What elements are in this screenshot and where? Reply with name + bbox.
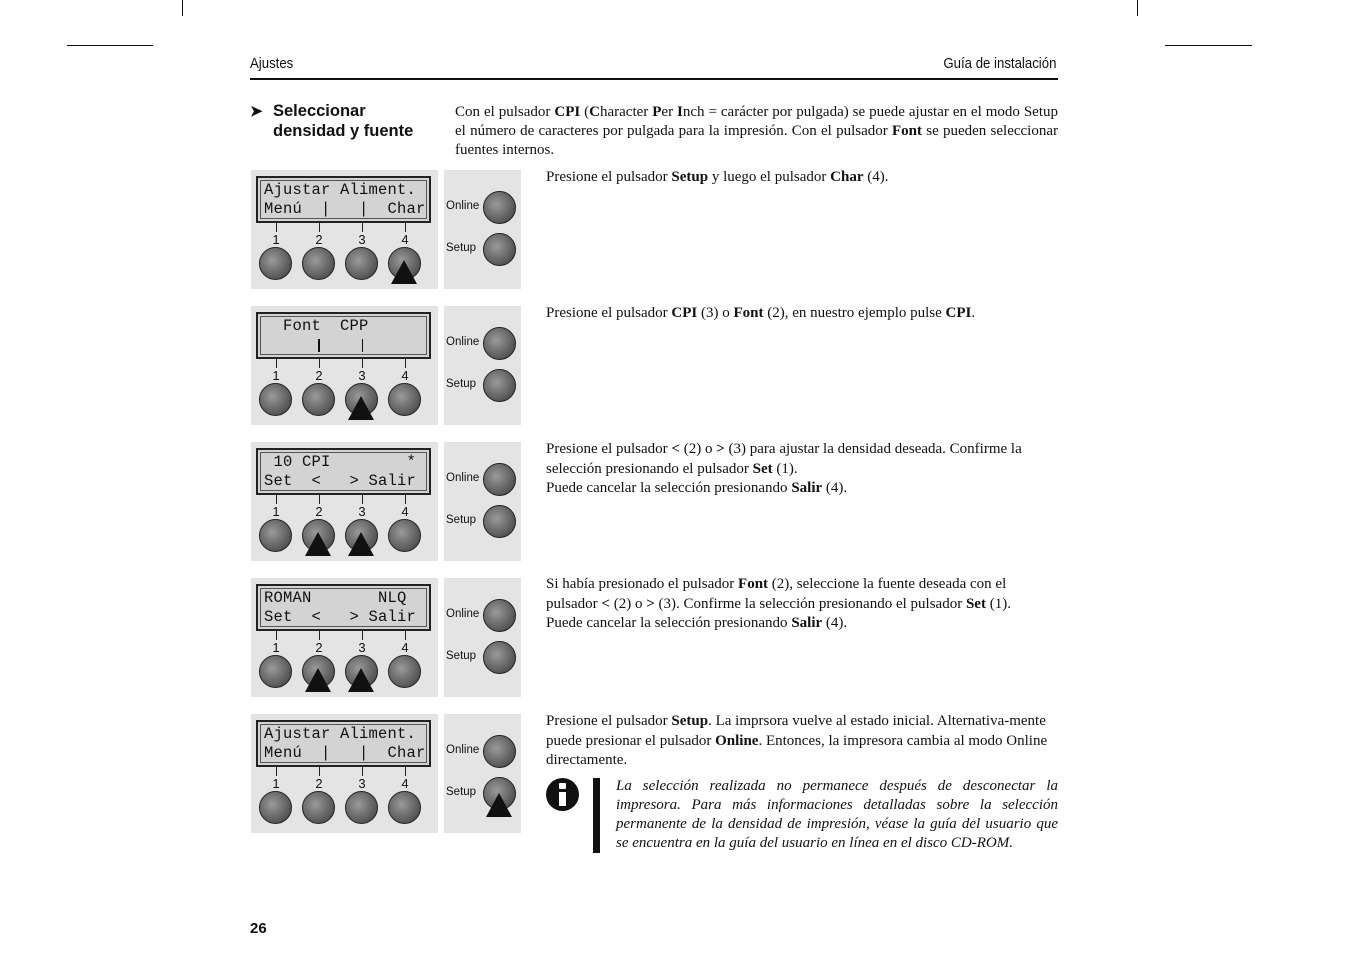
online-label: Online: [446, 608, 480, 620]
press-arrow-icon: [486, 793, 512, 817]
control-panel-2: [251, 306, 438, 425]
side-panel-2: [444, 306, 521, 425]
setup-label: Setup: [446, 242, 477, 254]
crop-mark-top-left-vertical: [182, 0, 183, 16]
header-document-title: Guía de instalación: [942, 55, 1056, 72]
online-label: Online: [446, 472, 480, 484]
button-tick: [276, 767, 277, 776]
step-instruction-3: Presione el pulsador < (2) o > (3) para ajustar la densidad deseada. Confirme la selección presionando el pulsador Set (1). Puede cancelar la selección presionando Salir (4).: [546, 441, 1022, 496]
side-panel-5: [444, 714, 521, 833]
button-number: 4: [401, 368, 409, 383]
button-tick: [319, 359, 320, 368]
press-arrow-icon: [305, 668, 331, 692]
button-tick: [405, 631, 406, 640]
online-button[interactable]: [483, 599, 516, 632]
panel-button-2[interactable]: [302, 791, 335, 824]
button-tick: [362, 631, 363, 640]
button-number: 1: [272, 640, 280, 655]
panel-button-1[interactable]: [259, 519, 292, 552]
button-tick: [362, 359, 363, 368]
control-panel-5: [251, 714, 438, 833]
control-panel-4: [251, 578, 438, 697]
press-arrow-icon: [348, 532, 374, 556]
crop-mark-left-horizontal: [67, 45, 153, 46]
header-section-name: Ajustes: [250, 55, 294, 72]
panel-button-3[interactable]: [345, 791, 378, 824]
panel-button-4[interactable]: [388, 791, 421, 824]
button-number: 2: [315, 232, 323, 247]
section-title: [250, 102, 413, 141]
button-number: 2: [315, 776, 323, 791]
panel-button-4[interactable]: [388, 383, 421, 416]
button-tick: [405, 767, 406, 776]
step-instruction-1: Presione el pulsador Setup y luego el pulsador Char (4).: [546, 169, 889, 185]
panel-button-4[interactable]: [388, 655, 421, 688]
online-label: Online: [446, 200, 480, 212]
info-icon: [546, 778, 579, 811]
online-label: Online: [446, 336, 480, 348]
press-arrow-icon: [348, 668, 374, 692]
button-tick: [276, 359, 277, 368]
panel-button-4[interactable]: [388, 519, 421, 552]
step-instruction-4: Si había presionado el pulsador Font (2), seleccione la fuente deseada con el pulsador < (2) o > (3). Confirme la selección presionando el pulsador Set (1). Puede cancelar la selección presionando Salir (4).: [546, 576, 1011, 631]
button-tick: [276, 223, 277, 232]
button-tick: [362, 223, 363, 232]
setup-button[interactable]: [483, 641, 516, 674]
button-number: 4: [401, 504, 409, 519]
panel-button-2[interactable]: [302, 383, 335, 416]
panel-button-1[interactable]: [259, 247, 292, 280]
button-number: 4: [401, 640, 409, 655]
online-button[interactable]: [483, 191, 516, 224]
button-number: 3: [358, 640, 366, 655]
button-tick: [362, 767, 363, 776]
button-number: 3: [358, 368, 366, 383]
button-number: 3: [358, 232, 366, 247]
lcd-display: [256, 176, 431, 223]
step-instruction-2: Presione el pulsador CPI (3) o Font (2), en nuestro ejemplo pulse CPI.: [546, 305, 976, 321]
button-number: 3: [358, 776, 366, 791]
button-number: 1: [272, 776, 280, 791]
button-number: 1: [272, 232, 280, 247]
lcd-display: [256, 448, 431, 495]
page-number: 26: [250, 920, 267, 937]
press-arrow-icon: [348, 396, 374, 420]
button-number: 2: [315, 640, 323, 655]
section-title-line2: densidad y fuente: [273, 121, 414, 140]
button-number: 4: [401, 232, 409, 247]
side-panel-4: [444, 578, 521, 697]
panel-button-3[interactable]: [345, 247, 378, 280]
panel-button-2[interactable]: [302, 247, 335, 280]
online-button[interactable]: [483, 327, 516, 360]
setup-button[interactable]: [483, 369, 516, 402]
section-title-line1: Seleccionar: [273, 102, 366, 120]
button-number: 3: [358, 504, 366, 519]
lcd-line-1: ROMAN NLQ: [264, 589, 407, 607]
button-tick: [405, 223, 406, 232]
button-tick: [405, 495, 406, 504]
lcd-line-2: Menú | | Char: [264, 744, 426, 762]
side-panel-1: [444, 170, 521, 289]
button-tick: [319, 631, 320, 640]
crop-mark-right-horizontal: [1165, 45, 1252, 46]
press-arrow-icon: [305, 532, 331, 556]
setup-button[interactable]: [483, 505, 516, 538]
button-tick: [319, 767, 320, 776]
note-text: La selección realizada no permanece después de desconectar la impresora. Para más informaciones detalladas sobre la selección permanente de la densidad de impresión, véase la guía del usuario que se encuentra en la guía del usuario en línea en el disco CD-ROM.: [616, 778, 1058, 851]
button-tick: [405, 359, 406, 368]
button-number: 2: [315, 504, 323, 519]
lcd-display: [256, 720, 431, 767]
panel-button-1[interactable]: [259, 655, 292, 688]
lcd-separator: [362, 339, 363, 352]
setup-label: Setup: [446, 786, 477, 798]
press-arrow-icon: [391, 260, 417, 284]
lcd-line-1: Font CPP: [264, 317, 369, 335]
online-button[interactable]: [483, 735, 516, 768]
online-button[interactable]: [483, 463, 516, 496]
button-tick: [319, 223, 320, 232]
header-rule: [250, 78, 1058, 80]
lcd-line-2: Set < > Salir: [264, 608, 417, 626]
button-tick: [276, 631, 277, 640]
crop-mark-top-right-vertical: [1137, 0, 1138, 16]
button-tick: [362, 495, 363, 504]
control-panel-3: [251, 442, 438, 561]
lcd-display: [256, 312, 431, 359]
lcd-display: [256, 584, 431, 631]
button-number: 4: [401, 776, 409, 791]
panel-button-1[interactable]: [259, 383, 292, 416]
button-number: 1: [272, 368, 280, 383]
setup-label: Setup: [446, 378, 477, 390]
arrow-icon: ➤: [250, 103, 263, 120]
setup-label: Setup: [446, 650, 477, 662]
setup-label: Setup: [446, 514, 477, 526]
lcd-line-2: Menú | | Char: [264, 200, 426, 218]
lcd-line-1: Ajustar Aliment.: [264, 181, 417, 199]
lcd-line-1: 10 CPI *: [264, 453, 417, 471]
step-instruction-5: Presione el pulsador Setup. La imprsora vuelve al estado inicial. Alternativa-mente puede presionar el pulsador Online. Entonces, la impresora cambia al modo Online directamente.: [546, 713, 1048, 768]
button-tick: [319, 495, 320, 504]
side-panel-3: [444, 442, 521, 561]
setup-button[interactable]: [483, 233, 516, 266]
control-panel-1: [251, 170, 438, 289]
online-label: Online: [446, 744, 480, 756]
intro-paragraph: Con el pulsador CPI (Character Per Inch = carácter por pulgada) se puede ajustar en el modo Setup el número de caracteres por pulgada para la impresión. Con el pulsador Font se pueden seleccionar fuentes internos.: [455, 104, 1058, 158]
lcd-line-2: Set < > Salir: [264, 472, 417, 490]
lcd-separator: [318, 339, 320, 352]
panel-button-1[interactable]: [259, 791, 292, 824]
lcd-line-1: Ajustar Aliment.: [264, 725, 417, 743]
button-number: 1: [272, 504, 280, 519]
button-tick: [276, 495, 277, 504]
button-number: 2: [315, 368, 323, 383]
note-bar: [593, 778, 600, 853]
